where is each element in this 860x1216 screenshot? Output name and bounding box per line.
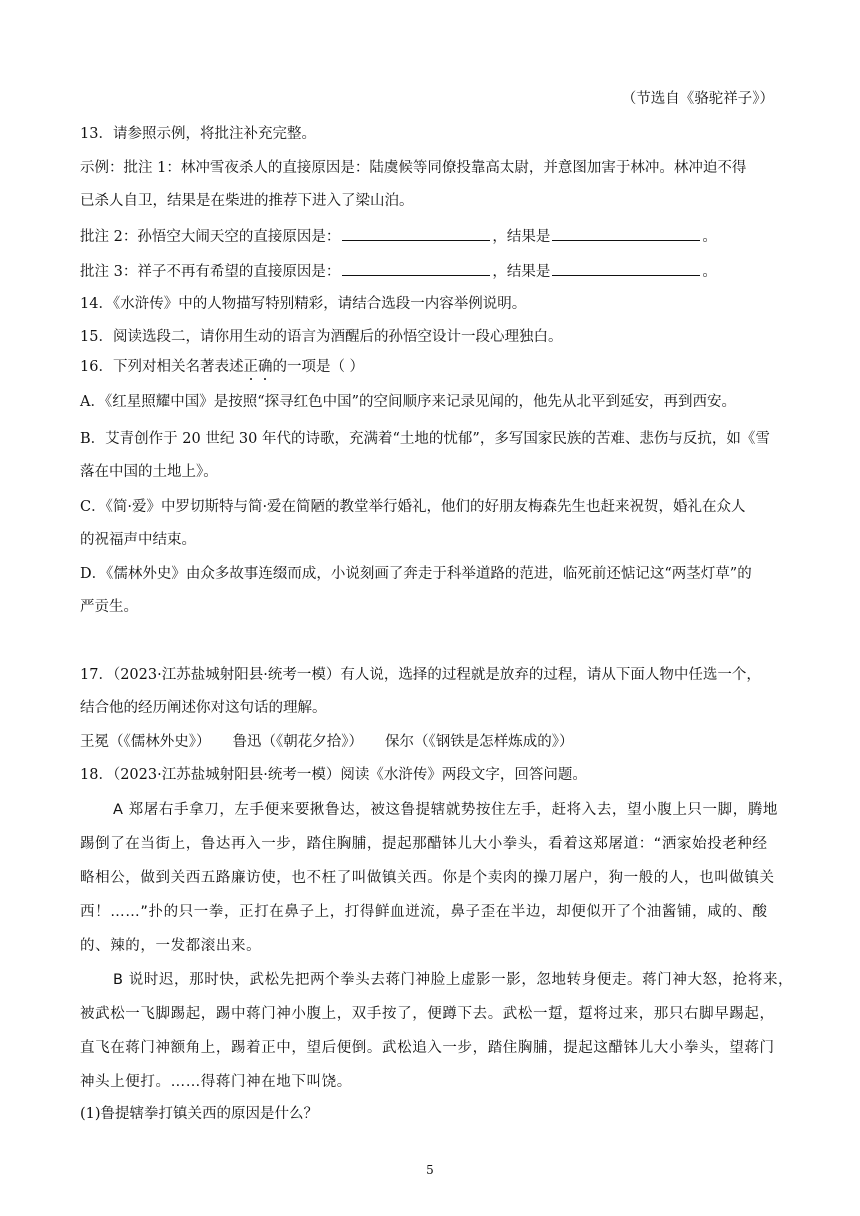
passage-b-line: B 说时迟，那时快，武松先把两个拳头去蒋门神脸上虚影一影，忽地转身便走。蒋门神大怒，抢将来，	[113, 972, 794, 988]
q17-option-1: 王冕（《儒林外史》）	[80, 734, 211, 750]
note2-blank-result[interactable]	[552, 227, 700, 241]
q18-sub1: (1)鲁提辖拳打镇关西的原因是什么？	[80, 1106, 319, 1122]
q16-option-a: A．《红星照耀中国》是按照“探寻红色中国”的空间顺序来记录见闻的，他先从北平到延安，再到西安。	[80, 394, 737, 410]
q16-option-b-line2: 落在中国的土地上》。	[80, 464, 218, 480]
note3-result-label: ，结果是	[492, 264, 551, 280]
q13-prompt: 13．请参照示例，将批注补充完整。	[80, 126, 316, 142]
q16-option-c-line1: C．《简·爱》中罗切斯特与简·爱在简陋的教堂举行婚礼，他们的好朋友梅森先生也赶来祝贺，婚礼在众人	[80, 499, 746, 515]
q17-option-2: 鲁迅（《朝花夕拾》）	[232, 734, 363, 750]
passage-b-line: 直飞在蒋门神额角上，踢着正中，望后便倒。武松追入一步，踏住胸脯，提起这醋钵儿大小拳头，望蒋门	[80, 1040, 775, 1056]
q13-example-line1: 示例：批注 1：林冲雪夜杀人的直接原因是：陆虞候等同僚投靠高太尉，并意图加害于林冲。林冲迫不得	[80, 160, 747, 176]
q15: 15．阅读选段二，请你用生动的语言为酒醒后的孙悟空设计一段心理独白。	[80, 329, 563, 345]
q17-option-3: 保尔（《钢铁是怎样炼成的》）	[385, 734, 574, 750]
source-note: （节选自《骆驼祥子》）	[621, 91, 774, 107]
note2-result-label: ，结果是	[492, 229, 551, 245]
q17-options	[80, 732, 574, 752]
note3-end: 。	[702, 264, 717, 280]
q16-option-d-line1: D．《儒林外史》由众多故事连缀而成，小说刻画了奔走于科举道路的范进，临死前还惦记这“两茎灯草”的	[80, 566, 752, 582]
passage-a-line: 踢倒了在当街上，鲁达再入一步，踏住胸脯，提起那醋钵儿大小拳头，看着这郑屠道：“洒家始投老种经	[80, 836, 768, 852]
emphasis-mark: 确	[257, 359, 273, 375]
note2-label: 批注 2：孙悟空大闹天空的直接原因是：	[80, 229, 341, 245]
passage-a-line: 西！……”扑的只一拳，正打在鼻子上，打得鲜血迸流，鼻子歪在半边，却便似开了个油酱铺，咸的、酸	[80, 904, 768, 920]
note3-blank-cause[interactable]	[342, 262, 490, 276]
q17-line1: 17．（2023·江苏盐城射阳县·统考一模）有人说，选择的过程就是放弃的过程，请从下面人物中任选一个，	[80, 667, 761, 683]
q18-prompt: 18．（2023·江苏盐城射阳县·统考一模）阅读《水浒传》两段文字，回答问题。	[80, 767, 587, 783]
q16-option-c-line2: 的祝福声中结束。	[80, 532, 196, 548]
passage-a-line: 略相公，做到关西五路廉访使，也不枉了叫做镇关西。你是个卖肉的操刀屠户，狗一般的人，也叫做镇关	[80, 870, 775, 886]
q13-example-line2: 已杀人自卫，结果是在柴进的推荐下进入了梁山泊。	[80, 193, 414, 209]
passage-b-line: 被武松一飞脚踢起，踢中蒋门神小腹上，双手按了，便蹲下去。武松一踅，踅将过来，那只右脚早踢起，	[80, 1006, 775, 1022]
q13-note3	[80, 262, 717, 282]
q14: 14．《水浒传》中的人物描写特别精彩，请结合选段一内容举例说明。	[80, 296, 527, 312]
q13-note2	[80, 227, 717, 247]
q16-option-b-line1: B．艾青创作于 20 世纪 30 年代的诗歌，充满着“土地的忧郁”，多写国家民族的苦难、悲伤与反抗，如《雪	[80, 431, 770, 447]
q16-option-d-line2: 严贡生。	[80, 599, 138, 615]
passage-a-line: 的、辣的，一发都滚出来。	[80, 938, 262, 954]
note2-blank-cause[interactable]	[342, 227, 490, 241]
note3-blank-result[interactable]	[552, 262, 700, 276]
passage-a-line: A 郑屠右手拿刀，左手便来要揪鲁达，被这鲁提辖就势按住左手，赶将入去，望小腹上只一脚，腾地	[113, 802, 779, 818]
q16-prompt: 16．下列对相关名著表述正确的一项是（ ）	[80, 359, 365, 375]
passage-b-line: 神头上便打。……得蒋门神在地下叫饶。	[80, 1074, 352, 1090]
q17-line2: 结合他的经历阐述你对这句话的理解。	[80, 700, 327, 716]
page-number: 5	[426, 1163, 434, 1177]
emphasis-mark: 正	[243, 359, 258, 375]
note2-end: 。	[702, 229, 717, 245]
note3-label: 批注 3：祥子不再有希望的直接原因是：	[80, 264, 341, 280]
